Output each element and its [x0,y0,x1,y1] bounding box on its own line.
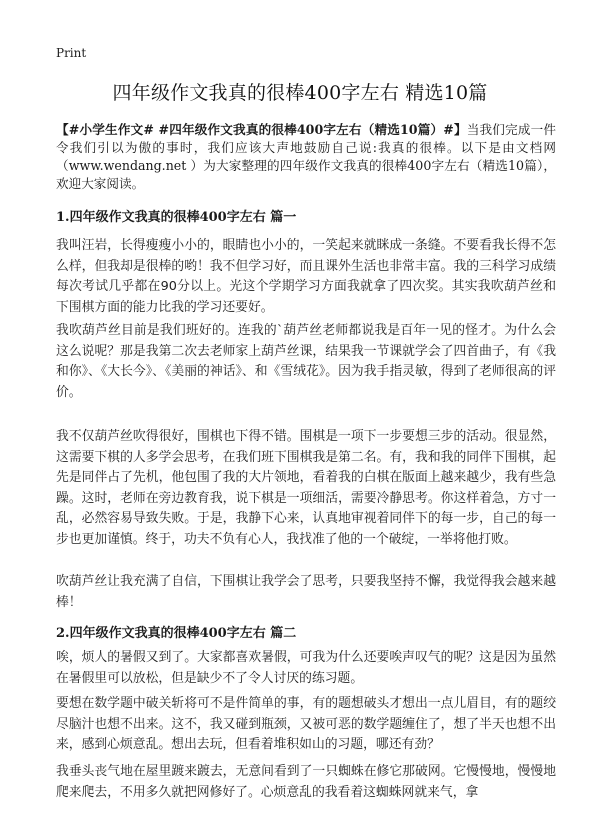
section-1-paragraph-3: 我不仅葫芦丝吹得很好，围棋也下得不错。围棋是一项下一步要想三步的活动。很显然，这需要下棋的人多学会思考，在我们班下围棋我是第二名。有，我和我的同伴下围棋，起先是同伴占了先机，他包围了我的大片领地，看着我的白棋在版面上越来越少，我有些急躁。这时，老师在旁边教育我，说下棋是一项细活，需要冷静思考。你这样着急，方寸一乱，必然容易导致失败。于是，我静下心来，认真地审视着同伴下的每一步，自己的每一步也更加谨慎。终于，功夫不负有心人，我找准了他的一个破绽，一举将他打败。 [56,429,556,547]
section-1-paragraph-4: 吹葫芦丝让我充满了自信，下围棋让我学会了思考，只要我坚持不懈，我觉得我会越来越棒！ [56,574,556,610]
section-1-paragraph-2: 我吹葫芦丝目前是我们班好的。连我的`葫芦丝老师都说我是百年一见的怪才。为什么会这么说呢？那是我第二次去老师家上葫芦丝课，结果我一节课就学会了四首曲子，有《我和你》、《大长今》、《美丽的神话》、和《雪绒花》。因为我手指灵敏，得到了老师很高的评价。 [56,323,556,400]
section-2-paragraph-3: 我垂头丧气地在屋里踱来踱去，无意间看到了一只蜘蛛在修它那破网。它慢慢地，慢慢地爬来爬去，不用多久就把网修好了。心烦意乱的我看着这蜘蛛网就来气，拿 [56,764,556,800]
section-1-paragraph-1: 我叫汪岩，长得瘦瘦小小的，眼睛也小小的，一笑起来就眯成一条缝。不要看我长得不怎么样，但我却是很棒的哟！我不但学习好，而且课外生活也非常丰富。我的三科学习成绩每次考试几乎都在90分以上。光这个学期学习方面我就拿了四次奖。其实我吹葫芦丝和下围棋方面的能力比我的学习还要好。 [56,238,556,315]
intro-text: 当我们完成一件令我们引以为傲的事时，我们应该大声地鼓励自己说:我真的很棒。以下是由文档网（www.wendang.net ）为大家整理的四年级作文我真的很棒400字左右（精选10篇），欢迎大家阅读。 [56,122,556,191]
print-label[interactable]: Print [56,46,87,60]
section-2-paragraph-1: 唉，烦人的暑假又到了。大家都喜欢暑假，可我为什么还要唉声叹气的呢？这是因为虽然在暑假里可以放松，但是缺少不了令人讨厌的练习题。 [56,650,556,686]
section-heading-1: 1.四年级作文我真的很棒400字左右 篇一 [56,210,297,225]
document-title: 四年级作文我真的很棒400字左右 精选10篇 [112,82,488,104]
intro-paragraph [56,121,556,193]
section-2-paragraph-2: 要想在数学题中破关斩将可不是件简单的事，有的题想破头才想出一点儿眉目，有的题绞尽脑汁也想不出来。这不，我又碰到瓶颈，又被可恶的数学题缠住了，想了半天也想不出来，感到心烦意乱。想出去玩，但看着堆积如山的习题，哪还有劲？ [56,696,556,752]
intro-tag: 【#小学生作文# #四年级作文我真的很棒400字左右（精选10篇）#】 [56,122,467,137]
section-heading-2: 2.四年级作文我真的很棒400字左右 篇二 [56,626,297,641]
